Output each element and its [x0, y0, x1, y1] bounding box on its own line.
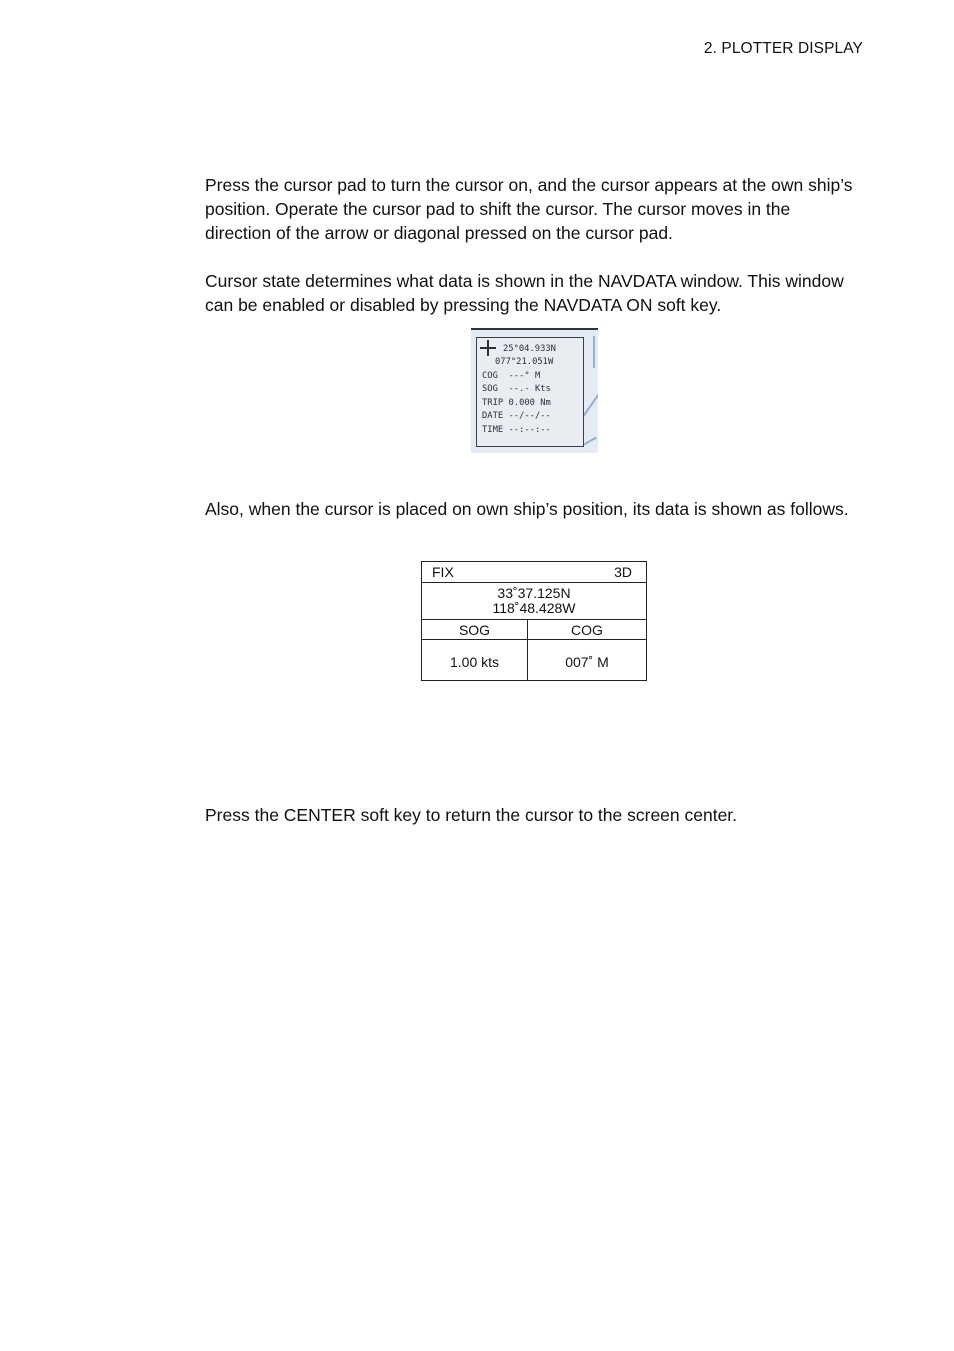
- navdata-sog: SOG --.- Kts: [482, 384, 551, 394]
- navdata-cog: COG ---° M: [482, 371, 541, 381]
- position-lat: 33˚37.125N: [497, 585, 571, 601]
- cog-value: 007˚ M: [528, 640, 647, 681]
- position-lon: 118˚48.428W: [492, 600, 576, 616]
- position-row: [422, 583, 647, 620]
- paragraph-center: Press the CENTER soft key to return the cursor to the screen center.: [205, 805, 738, 825]
- chart-depth-line: [593, 336, 595, 368]
- fix-label: FIX: [432, 564, 454, 580]
- paragraph-navdata: Cursor state determines what data is shown in the NAVDATA window. This window can be enabled or disabled by pressing the NAVDATA ON soft key.: [205, 271, 844, 315]
- cursor-cross-icon: [480, 340, 496, 356]
- fix-mode: 3D: [614, 564, 632, 580]
- paragraph-own-ship: Also, when the cursor is placed on own ship’s position, its data is shown as follows.: [205, 499, 849, 519]
- position-cell: [422, 583, 647, 620]
- navdata-date: DATE --/--/--: [482, 411, 551, 421]
- navdata-window-figure: [471, 328, 598, 453]
- value-row: [422, 640, 647, 681]
- sog-label: SOG: [422, 620, 528, 640]
- cog-label: COG: [528, 620, 647, 640]
- fix-row: [422, 562, 647, 583]
- navdata-panel: [476, 337, 584, 447]
- navdata-trip: TRIP 0.000 Nm: [482, 398, 551, 408]
- navdata-lat: 25°04.933N: [503, 344, 556, 354]
- navdata-time: TIME --:--:--: [482, 425, 551, 435]
- sog-value: 1.00 kts: [422, 640, 528, 681]
- figure-top-border: [471, 328, 598, 330]
- own-ship-data-table: [421, 561, 647, 681]
- paragraph-cursor-on: Press the cursor pad to turn the cursor on, and the cursor appears at the own ship’s position. Operate the cursor pad to shift the cursor. The cursor moves in the direction of the arrow or diagonal pressed on the cursor pad.: [205, 175, 853, 243]
- fix-cell: [422, 562, 647, 583]
- navdata-lon: 077°21.051W: [495, 357, 554, 367]
- chart-depth-line: [584, 437, 597, 445]
- header-row: [422, 620, 647, 640]
- page-header: 2. PLOTTER DISPLAY: [703, 40, 863, 57]
